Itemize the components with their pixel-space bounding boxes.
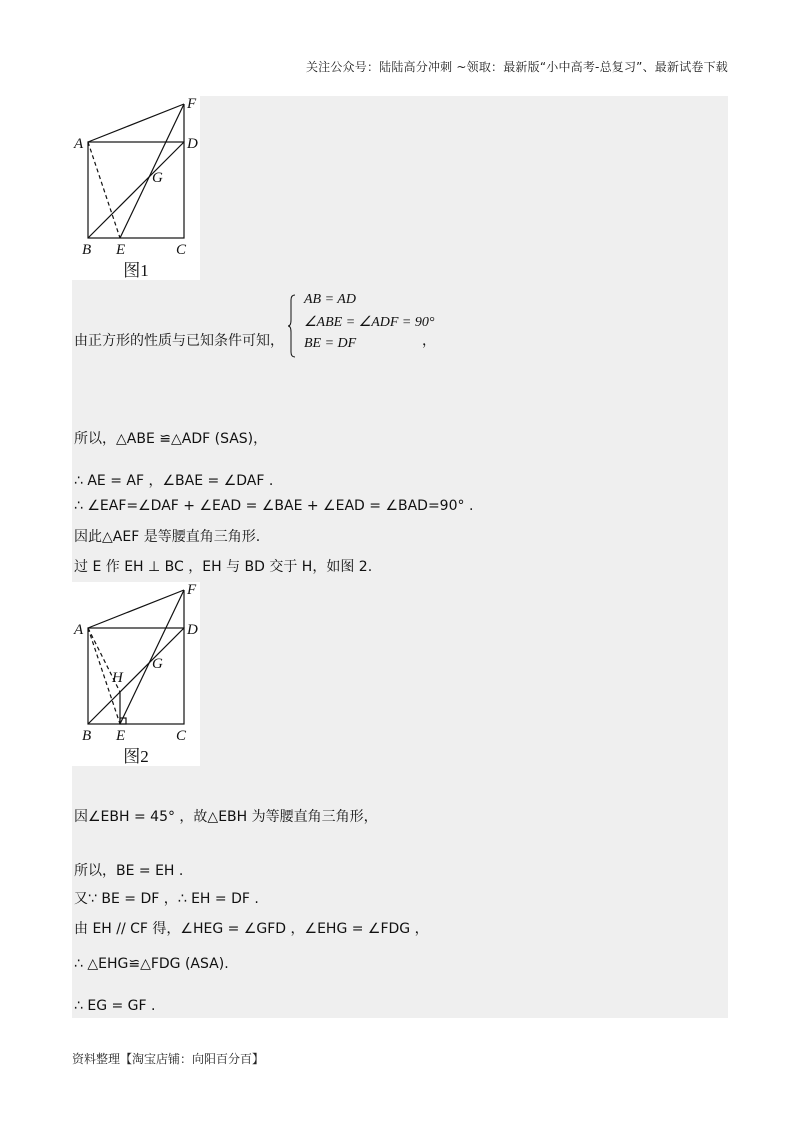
figure-1-diagram bbox=[72, 96, 200, 256]
line-2: ∴ AE = AF ，∠BAE = ∠DAF . bbox=[74, 473, 274, 489]
content-area bbox=[72, 96, 728, 1018]
label-e: E bbox=[116, 728, 126, 742]
label-g: G bbox=[152, 656, 163, 672]
line-6: 因∠EBH = 45° ，故△EBH 为等腰直角三角形， bbox=[74, 809, 378, 825]
label-e: E bbox=[116, 242, 126, 256]
page-header: 关注公众号：陆陆高分冲刺 ~领取：最新版“小中高考-总复习”、最新试卷下载 bbox=[305, 60, 728, 74]
label-f: F bbox=[187, 582, 197, 598]
line-9: 由 EH // CF 得，∠HEG = ∠GFD ，∠EHG = ∠FDG ， bbox=[74, 921, 429, 937]
line-10: ∴ △EHG≌△FDG (ASA). bbox=[74, 956, 229, 972]
system-trail: ， bbox=[422, 333, 436, 349]
brace-icon bbox=[288, 294, 296, 358]
label-a: A bbox=[74, 136, 84, 152]
label-g: G bbox=[152, 170, 163, 186]
line-5: 过 E 作 EH ⊥ BC ，EH 与 BD 交于 H，如图 2. bbox=[74, 559, 373, 575]
label-c: C bbox=[176, 728, 187, 742]
label-b: B bbox=[82, 242, 92, 256]
line-7: 所以，BE = EH . bbox=[74, 863, 184, 879]
figure-1 bbox=[72, 96, 200, 280]
system-row-2: ∠ABE = ∠ADF = 90° bbox=[304, 315, 435, 330]
line-8: 又∵ BE = DF ，∴ EH = DF . bbox=[74, 891, 259, 907]
line-3: ∴ ∠EAF=∠DAF + ∠EAD = ∠BAE + ∠EAD = ∠BAD=90° . bbox=[74, 498, 474, 514]
equation-system bbox=[288, 292, 438, 360]
label-h: H bbox=[112, 670, 123, 686]
figure-1-caption: 图1 bbox=[123, 261, 149, 280]
label-d: D bbox=[187, 136, 198, 152]
system-row-3: BE = DF bbox=[304, 336, 357, 351]
system-intro: 由正方形的性质与已知条件可知， bbox=[74, 333, 284, 349]
figure-2-diagram bbox=[72, 582, 200, 742]
line-1: 所以，△ABE ≌△ADF (SAS)， bbox=[74, 431, 268, 447]
figure-2 bbox=[72, 582, 200, 766]
label-a: A bbox=[74, 622, 84, 638]
label-d: D bbox=[187, 622, 198, 638]
label-c: C bbox=[176, 242, 187, 256]
system-row-1: AB = AD bbox=[304, 292, 356, 307]
line-11: ∴ EG = GF . bbox=[74, 998, 156, 1014]
page-footer: 资料整理【淘宝店铺：向阳百分百】 bbox=[72, 1052, 265, 1066]
figure-2-caption: 图2 bbox=[123, 747, 149, 766]
label-f: F bbox=[187, 96, 197, 112]
line-4: 因此△AEF 是等腰直角三角形. bbox=[74, 529, 261, 545]
label-b: B bbox=[82, 728, 92, 742]
